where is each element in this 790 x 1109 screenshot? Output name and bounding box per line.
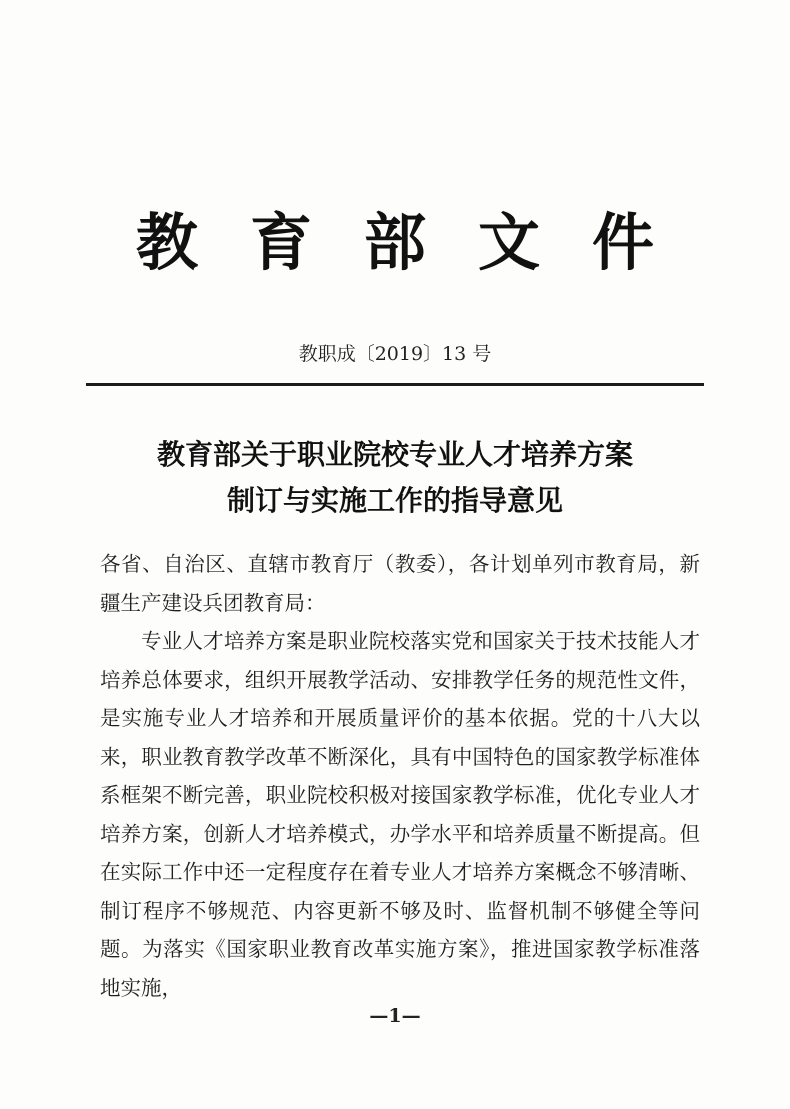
body-paragraph-1: 专业人才培养方案是职业院校落实党和国家关于技术技能人才培养总体要求，组织开展教学活动、安排教学任务的规范性文件，是实施专业人才培养和开展质量评价的基本依据。党的十八大以来，职业教育教学改革不断深化，具有中国特色的国家教学标准体系框架不断完善，职业院校积极对接国家教学标准，优化专业人才培养方案，创新人才培养模式，办学水平和培养质量不断提高。但在实际工作中还一定程度存在着专业人才培养方案概念不够清晰、制订程序不够规范、内容更新不够及时、监督机制不够健全等问题。为落实《国家职业教育改革实施方案》，推进国家教学标准落地实施， — [100, 629, 700, 1000]
title-line-2: 制订与实施工作的指导意见 — [226, 484, 563, 517]
addressee: 各省、自治区、直辖市教育厅（教委），各计划单列市教育局，新疆生产建设兵团教育局： — [100, 552, 700, 615]
document-number: 教职成〔2019〕13 号 — [298, 343, 492, 365]
header-divider — [86, 383, 704, 386]
issuer-header: 教育部文件 — [135, 206, 706, 279]
title-line-1: 教育部关于职业院校专业人才培养方案 — [156, 438, 633, 471]
document-title — [0, 432, 790, 524]
document-body — [100, 545, 700, 1007]
page-number: —1— — [369, 1005, 421, 1027]
